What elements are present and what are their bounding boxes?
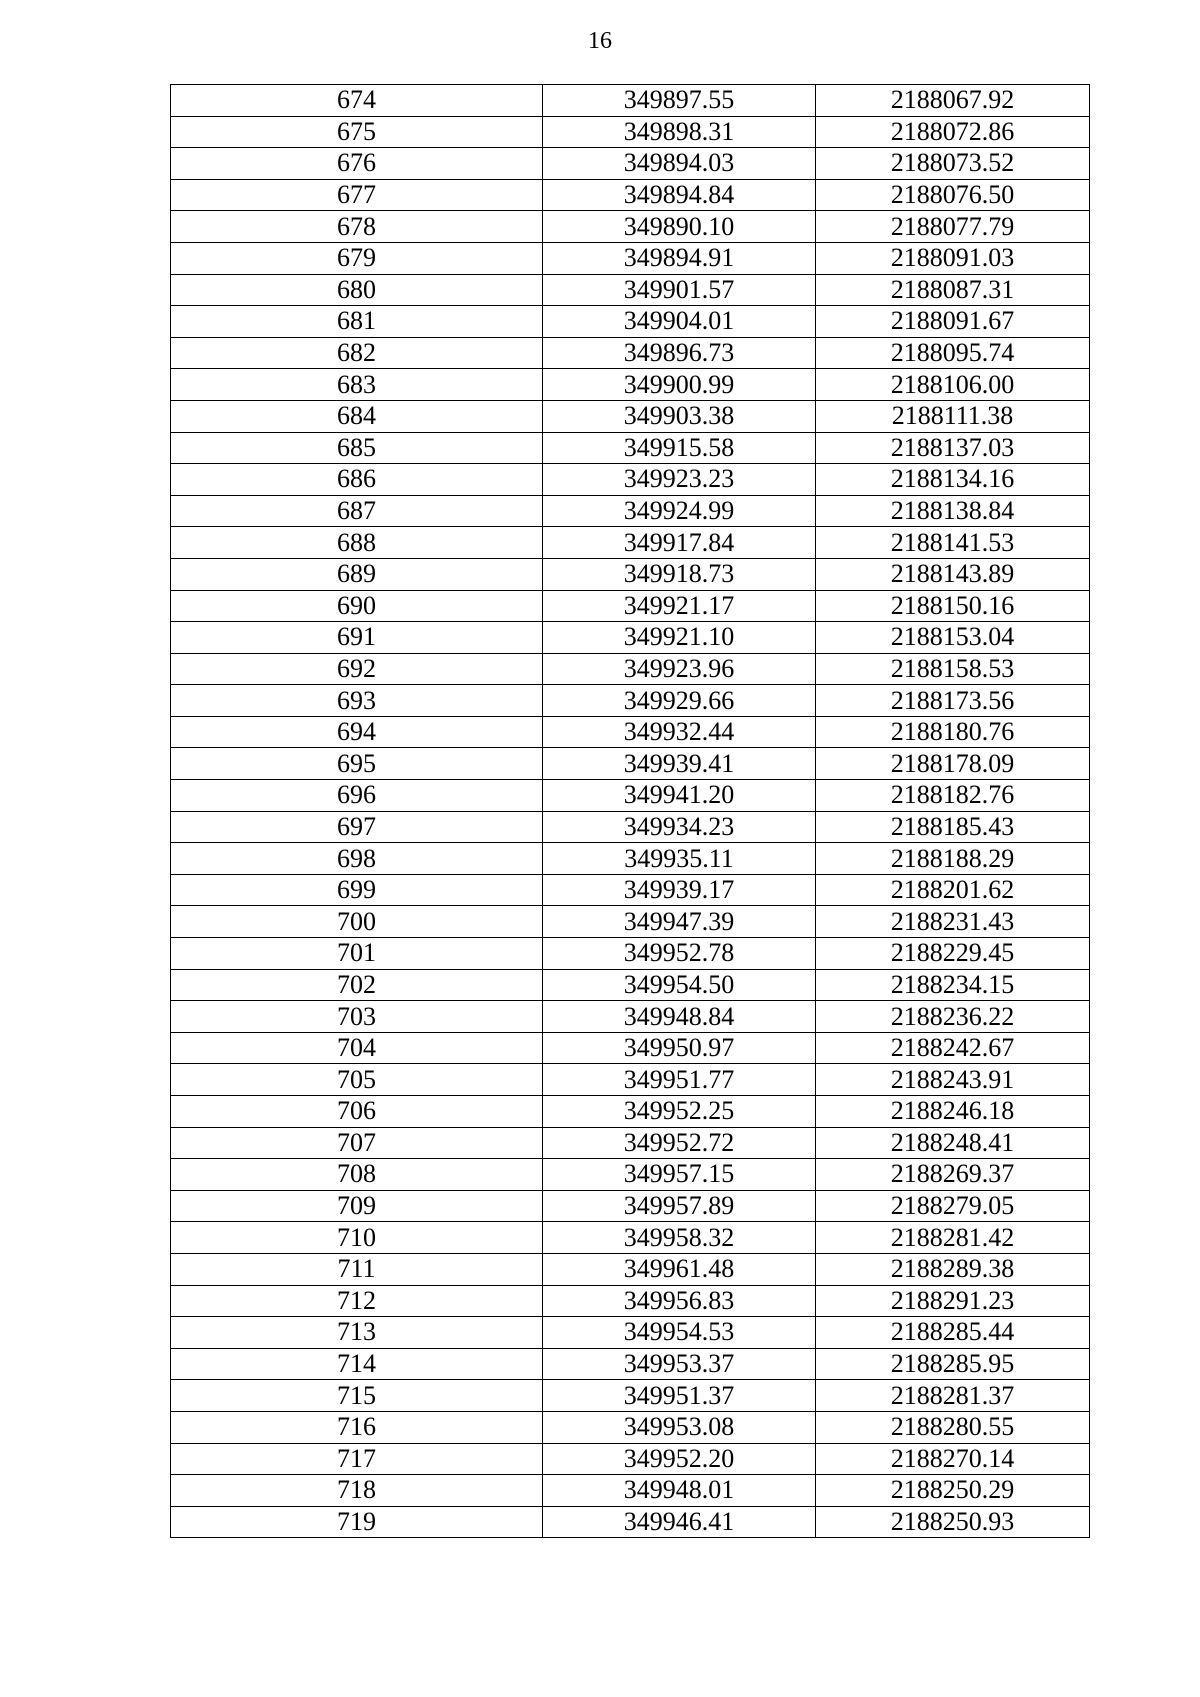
table-row [171, 274, 1090, 306]
x-coordinate-cell: 349950.97 [543, 1032, 816, 1064]
table-row [171, 179, 1090, 211]
y-coordinate-cell: 2188182.76 [816, 780, 1090, 812]
y-coordinate-cell: 2188141.53 [816, 527, 1090, 559]
x-coordinate-cell: 349953.37 [543, 1348, 816, 1380]
point-number-cell: 677 [171, 179, 543, 211]
y-coordinate-cell: 2188153.04 [816, 622, 1090, 654]
x-coordinate-cell: 349946.41 [543, 1506, 816, 1538]
y-coordinate-cell: 2188285.95 [816, 1348, 1090, 1380]
point-number-cell: 690 [171, 590, 543, 622]
table-row [171, 1475, 1090, 1507]
table-row [171, 1411, 1090, 1443]
x-coordinate-cell: 349915.58 [543, 432, 816, 464]
point-number-cell: 680 [171, 274, 543, 306]
point-number-cell: 718 [171, 1475, 543, 1507]
x-coordinate-cell: 349953.08 [543, 1411, 816, 1443]
x-coordinate-cell: 349894.84 [543, 179, 816, 211]
table-row [171, 85, 1090, 117]
table-row [171, 242, 1090, 274]
table-row [171, 464, 1090, 496]
point-number-cell: 686 [171, 464, 543, 496]
point-number-cell: 712 [171, 1285, 543, 1317]
table-row [171, 874, 1090, 906]
point-number-cell: 694 [171, 716, 543, 748]
page-number: 16 [588, 28, 612, 54]
coordinates-table [170, 84, 1090, 1538]
point-number-cell: 715 [171, 1380, 543, 1412]
table-row [171, 1380, 1090, 1412]
table-row [171, 1317, 1090, 1349]
x-coordinate-cell: 349954.53 [543, 1317, 816, 1349]
y-coordinate-cell: 2188242.67 [816, 1032, 1090, 1064]
table-row [171, 969, 1090, 1001]
x-coordinate-cell: 349934.23 [543, 811, 816, 843]
table-row [171, 1127, 1090, 1159]
point-number-cell: 691 [171, 622, 543, 654]
table-row [171, 811, 1090, 843]
y-coordinate-cell: 2188073.52 [816, 148, 1090, 180]
point-number-cell: 674 [171, 85, 543, 117]
y-coordinate-cell: 2188285.44 [816, 1317, 1090, 1349]
table-row [171, 495, 1090, 527]
table-row [171, 622, 1090, 654]
table-row [171, 337, 1090, 369]
point-number-cell: 678 [171, 211, 543, 243]
table-row [171, 748, 1090, 780]
x-coordinate-cell: 349948.84 [543, 1001, 816, 1033]
y-coordinate-cell: 2188134.16 [816, 464, 1090, 496]
table-row [171, 1443, 1090, 1475]
y-coordinate-cell: 2188289.38 [816, 1253, 1090, 1285]
y-coordinate-cell: 2188270.14 [816, 1443, 1090, 1475]
x-coordinate-cell: 349952.25 [543, 1096, 816, 1128]
point-number-cell: 689 [171, 558, 543, 590]
x-coordinate-cell: 349896.73 [543, 337, 816, 369]
y-coordinate-cell: 2188246.18 [816, 1096, 1090, 1128]
point-number-cell: 709 [171, 1190, 543, 1222]
y-coordinate-cell: 2188137.03 [816, 432, 1090, 464]
point-number-cell: 675 [171, 116, 543, 148]
point-number-cell: 688 [171, 527, 543, 559]
table-row [171, 685, 1090, 717]
point-number-cell: 703 [171, 1001, 543, 1033]
x-coordinate-cell: 349948.01 [543, 1475, 816, 1507]
x-coordinate-cell: 349898.31 [543, 116, 816, 148]
point-number-cell: 717 [171, 1443, 543, 1475]
table-row [171, 1032, 1090, 1064]
point-number-cell: 719 [171, 1506, 543, 1538]
point-number-cell: 685 [171, 432, 543, 464]
table-row [171, 1096, 1090, 1128]
y-coordinate-cell: 2188231.43 [816, 906, 1090, 938]
x-coordinate-cell: 349957.15 [543, 1159, 816, 1191]
x-coordinate-cell: 349932.44 [543, 716, 816, 748]
table-row [171, 527, 1090, 559]
y-coordinate-cell: 2188248.41 [816, 1127, 1090, 1159]
point-number-cell: 702 [171, 969, 543, 1001]
y-coordinate-cell: 2188180.76 [816, 716, 1090, 748]
point-number-cell: 696 [171, 780, 543, 812]
y-coordinate-cell: 2188243.91 [816, 1064, 1090, 1096]
table-row [171, 400, 1090, 432]
y-coordinate-cell: 2188188.29 [816, 843, 1090, 875]
point-number-cell: 704 [171, 1032, 543, 1064]
x-coordinate-cell: 349897.55 [543, 85, 816, 117]
y-coordinate-cell: 2188279.05 [816, 1190, 1090, 1222]
point-number-cell: 682 [171, 337, 543, 369]
point-number-cell: 683 [171, 369, 543, 401]
y-coordinate-cell: 2188095.74 [816, 337, 1090, 369]
y-coordinate-cell: 2188077.79 [816, 211, 1090, 243]
point-number-cell: 708 [171, 1159, 543, 1191]
table-row [171, 1190, 1090, 1222]
x-coordinate-cell: 349958.32 [543, 1222, 816, 1254]
point-number-cell: 713 [171, 1317, 543, 1349]
x-coordinate-cell: 349961.48 [543, 1253, 816, 1285]
x-coordinate-cell: 349901.57 [543, 274, 816, 306]
table-row [171, 148, 1090, 180]
table-row [171, 938, 1090, 970]
x-coordinate-cell: 349935.11 [543, 843, 816, 875]
point-number-cell: 706 [171, 1096, 543, 1128]
table-row [171, 716, 1090, 748]
point-number-cell: 699 [171, 874, 543, 906]
y-coordinate-cell: 2188250.29 [816, 1475, 1090, 1507]
x-coordinate-cell: 349952.78 [543, 938, 816, 970]
y-coordinate-cell: 2188185.43 [816, 811, 1090, 843]
table-row [171, 1001, 1090, 1033]
point-number-cell: 692 [171, 653, 543, 685]
y-coordinate-cell: 2188091.67 [816, 306, 1090, 338]
table-row [171, 306, 1090, 338]
x-coordinate-cell: 349939.17 [543, 874, 816, 906]
point-number-cell: 700 [171, 906, 543, 938]
x-coordinate-cell: 349917.84 [543, 527, 816, 559]
point-number-cell: 684 [171, 400, 543, 432]
y-coordinate-cell: 2188106.00 [816, 369, 1090, 401]
table-row [171, 1285, 1090, 1317]
x-coordinate-cell: 349900.99 [543, 369, 816, 401]
table-row [171, 1506, 1090, 1538]
y-coordinate-cell: 2188201.62 [816, 874, 1090, 906]
y-coordinate-cell: 2188150.16 [816, 590, 1090, 622]
x-coordinate-cell: 349924.99 [543, 495, 816, 527]
y-coordinate-cell: 2188291.23 [816, 1285, 1090, 1317]
table-row [171, 590, 1090, 622]
x-coordinate-cell: 349957.89 [543, 1190, 816, 1222]
y-coordinate-cell: 2188111.38 [816, 400, 1090, 432]
point-number-cell: 687 [171, 495, 543, 527]
x-coordinate-cell: 349941.20 [543, 780, 816, 812]
x-coordinate-cell: 349921.17 [543, 590, 816, 622]
x-coordinate-cell: 349923.23 [543, 464, 816, 496]
y-coordinate-cell: 2188269.37 [816, 1159, 1090, 1191]
point-number-cell: 679 [171, 242, 543, 274]
table-row [171, 1348, 1090, 1380]
x-coordinate-cell: 349921.10 [543, 622, 816, 654]
table-row [171, 653, 1090, 685]
point-number-cell: 676 [171, 148, 543, 180]
y-coordinate-cell: 2188138.84 [816, 495, 1090, 527]
point-number-cell: 716 [171, 1411, 543, 1443]
y-coordinate-cell: 2188067.92 [816, 85, 1090, 117]
y-coordinate-cell: 2188076.50 [816, 179, 1090, 211]
y-coordinate-cell: 2188143.89 [816, 558, 1090, 590]
y-coordinate-cell: 2188091.03 [816, 242, 1090, 274]
point-number-cell: 707 [171, 1127, 543, 1159]
table-row [171, 780, 1090, 812]
coordinates-table-body [171, 85, 1090, 1538]
x-coordinate-cell: 349918.73 [543, 558, 816, 590]
table-row [171, 1222, 1090, 1254]
table-row [171, 558, 1090, 590]
y-coordinate-cell: 2188281.37 [816, 1380, 1090, 1412]
point-number-cell: 697 [171, 811, 543, 843]
y-coordinate-cell: 2188173.56 [816, 685, 1090, 717]
x-coordinate-cell: 349923.96 [543, 653, 816, 685]
table-row [171, 843, 1090, 875]
table-row [171, 1159, 1090, 1191]
point-number-cell: 681 [171, 306, 543, 338]
table-row [171, 116, 1090, 148]
x-coordinate-cell: 349939.41 [543, 748, 816, 780]
y-coordinate-cell: 2188234.15 [816, 969, 1090, 1001]
x-coordinate-cell: 349951.77 [543, 1064, 816, 1096]
y-coordinate-cell: 2188281.42 [816, 1222, 1090, 1254]
x-coordinate-cell: 349890.10 [543, 211, 816, 243]
x-coordinate-cell: 349894.03 [543, 148, 816, 180]
x-coordinate-cell: 349952.72 [543, 1127, 816, 1159]
y-coordinate-cell: 2188087.31 [816, 274, 1090, 306]
x-coordinate-cell: 349904.01 [543, 306, 816, 338]
x-coordinate-cell: 349951.37 [543, 1380, 816, 1412]
table-row [171, 906, 1090, 938]
point-number-cell: 698 [171, 843, 543, 875]
x-coordinate-cell: 349947.39 [543, 906, 816, 938]
table-row [171, 1064, 1090, 1096]
point-number-cell: 705 [171, 1064, 543, 1096]
point-number-cell: 711 [171, 1253, 543, 1285]
y-coordinate-cell: 2188158.53 [816, 653, 1090, 685]
y-coordinate-cell: 2188280.55 [816, 1411, 1090, 1443]
table-row [171, 432, 1090, 464]
table-row [171, 369, 1090, 401]
y-coordinate-cell: 2188250.93 [816, 1506, 1090, 1538]
table-row [171, 211, 1090, 243]
x-coordinate-cell: 349929.66 [543, 685, 816, 717]
x-coordinate-cell: 349952.20 [543, 1443, 816, 1475]
x-coordinate-cell: 349894.91 [543, 242, 816, 274]
x-coordinate-cell: 349954.50 [543, 969, 816, 1001]
y-coordinate-cell: 2188178.09 [816, 748, 1090, 780]
point-number-cell: 701 [171, 938, 543, 970]
x-coordinate-cell: 349956.83 [543, 1285, 816, 1317]
table-row [171, 1253, 1090, 1285]
y-coordinate-cell: 2188072.86 [816, 116, 1090, 148]
point-number-cell: 695 [171, 748, 543, 780]
x-coordinate-cell: 349903.38 [543, 400, 816, 432]
point-number-cell: 710 [171, 1222, 543, 1254]
y-coordinate-cell: 2188229.45 [816, 938, 1090, 970]
y-coordinate-cell: 2188236.22 [816, 1001, 1090, 1033]
point-number-cell: 714 [171, 1348, 543, 1380]
point-number-cell: 693 [171, 685, 543, 717]
